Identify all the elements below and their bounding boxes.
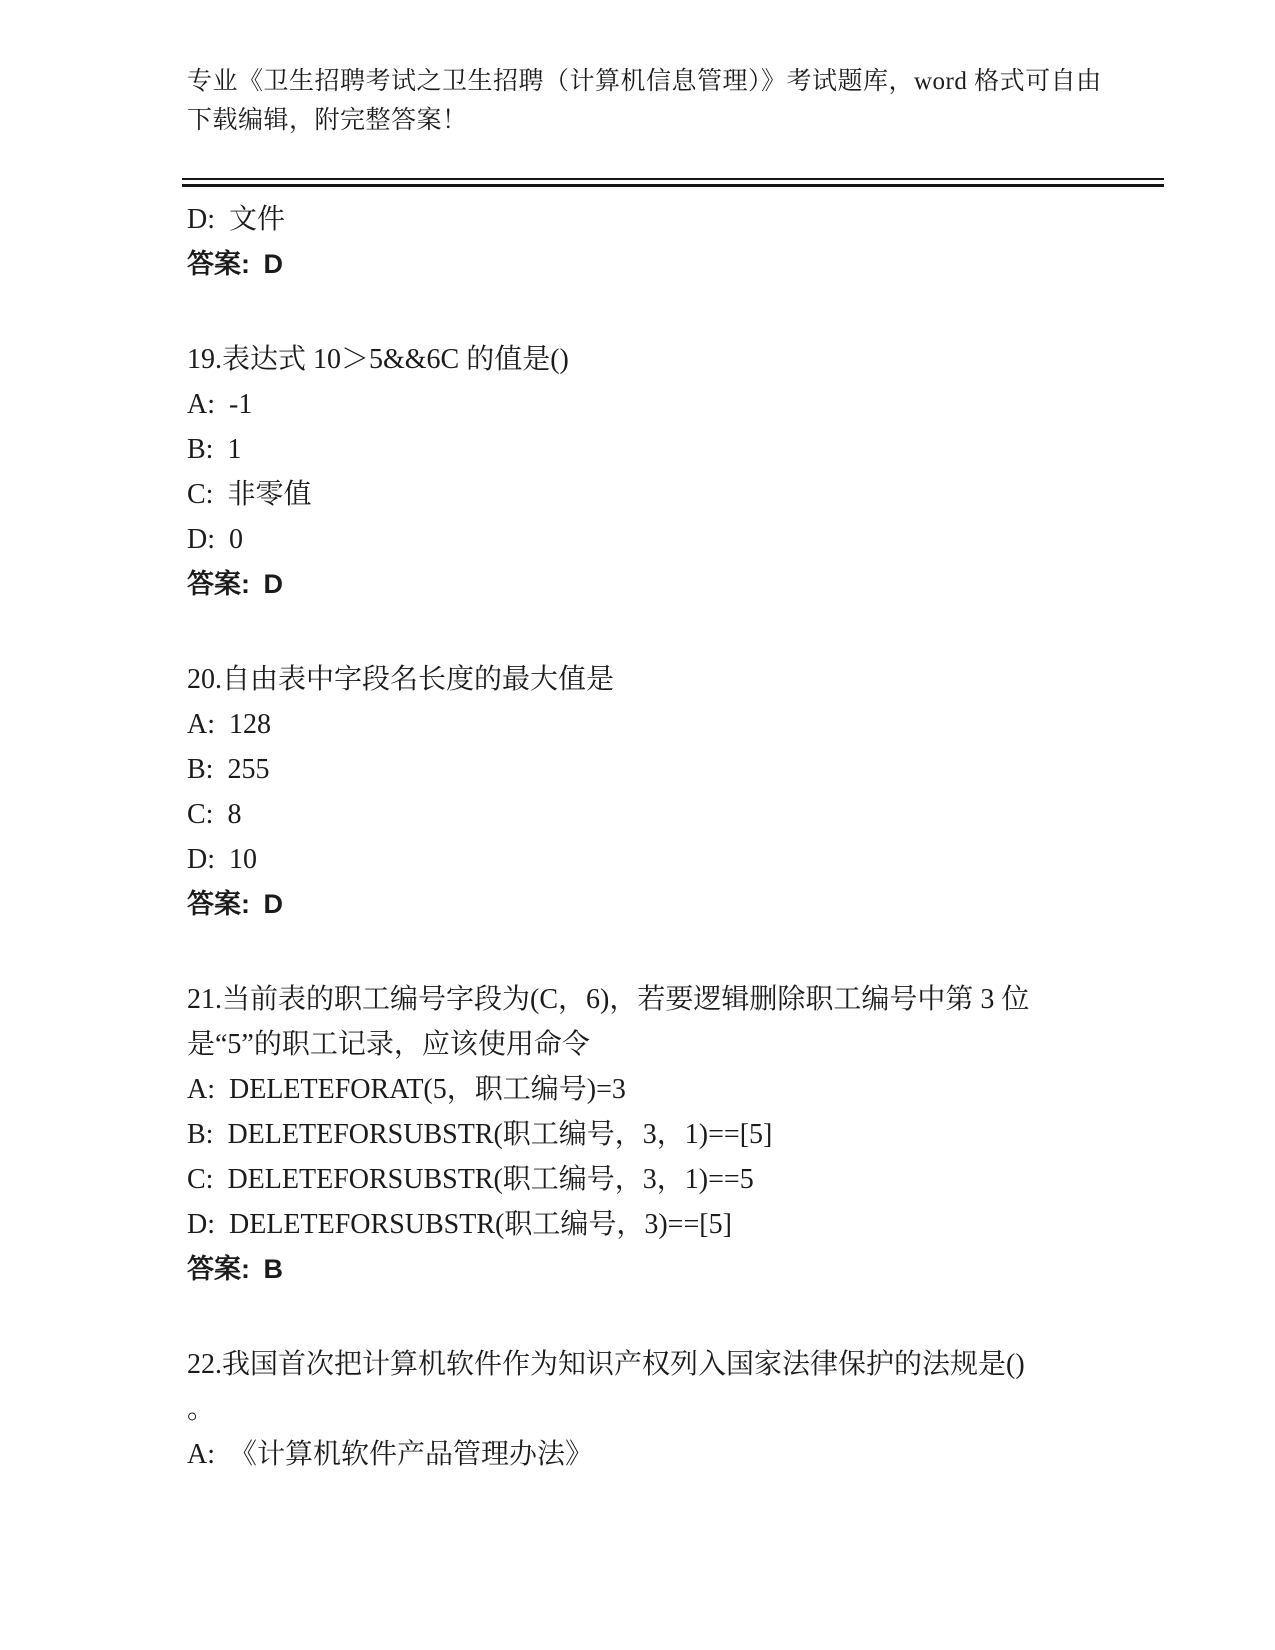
carryover-option-line: D: 文件 [187, 204, 286, 235]
question-text-line: 19.表达式 10＞5&&6C 的值是() [187, 344, 569, 375]
option-line: D: 10 [187, 844, 257, 875]
option-line: A: 128 [187, 709, 271, 740]
question-block-22 [187, 1342, 1147, 1477]
option-line: B: DELETEFORSUBSTR(职工编号，3，1)==[5] [187, 1119, 773, 1150]
header-text: 专业《卫生招聘考试之卫生招聘（计算机信息管理）》考试题库，word 格式可自由下载编辑，附完整答案！ [187, 68, 1102, 134]
answer-line: 答案: D [187, 569, 283, 599]
option-line: B: 255 [187, 754, 270, 785]
header-divider [182, 178, 1164, 187]
document-body [187, 197, 1147, 1477]
carryover-answer-line: 答案: D [187, 249, 283, 279]
option-line: A: -1 [187, 389, 253, 420]
question-block-20 [187, 657, 1147, 927]
question-text-line: 是“5”的职工记录，应该使用命令 [187, 1029, 590, 1060]
option-line: C: 8 [187, 799, 242, 830]
option-line: B: 1 [187, 434, 242, 465]
question-text-line: 22.我国首次把计算机软件作为知识产权列入国家法律保护的法规是() [187, 1349, 1025, 1380]
carryover-fragment [187, 197, 1147, 287]
answer-line: 答案: B [187, 1254, 283, 1284]
question-text-line: 21.当前表的职工编号字段为(C，6)，若要逻辑删除职工编号中第 3 位 [187, 984, 1030, 1015]
page-header [187, 62, 1165, 187]
question-block-21 [187, 977, 1147, 1292]
question-text-line: 20.自由表中字段名长度的最大值是 [187, 664, 615, 695]
question-text-line: 。 [187, 1394, 216, 1425]
question-block-19 [187, 337, 1147, 607]
option-line: D: 0 [187, 524, 243, 555]
option-line: A: 《计算机软件产品管理办法》 [187, 1439, 594, 1470]
option-line: A: DELETEFORAT(5，职工编号)=3 [187, 1074, 626, 1105]
option-line: C: DELETEFORSUBSTR(职工编号，3，1)==5 [187, 1164, 754, 1195]
option-line: C: 非零值 [187, 479, 312, 510]
answer-line: 答案: D [187, 889, 283, 919]
option-line: D: DELETEFORSUBSTR(职工编号，3)==[5] [187, 1209, 732, 1240]
